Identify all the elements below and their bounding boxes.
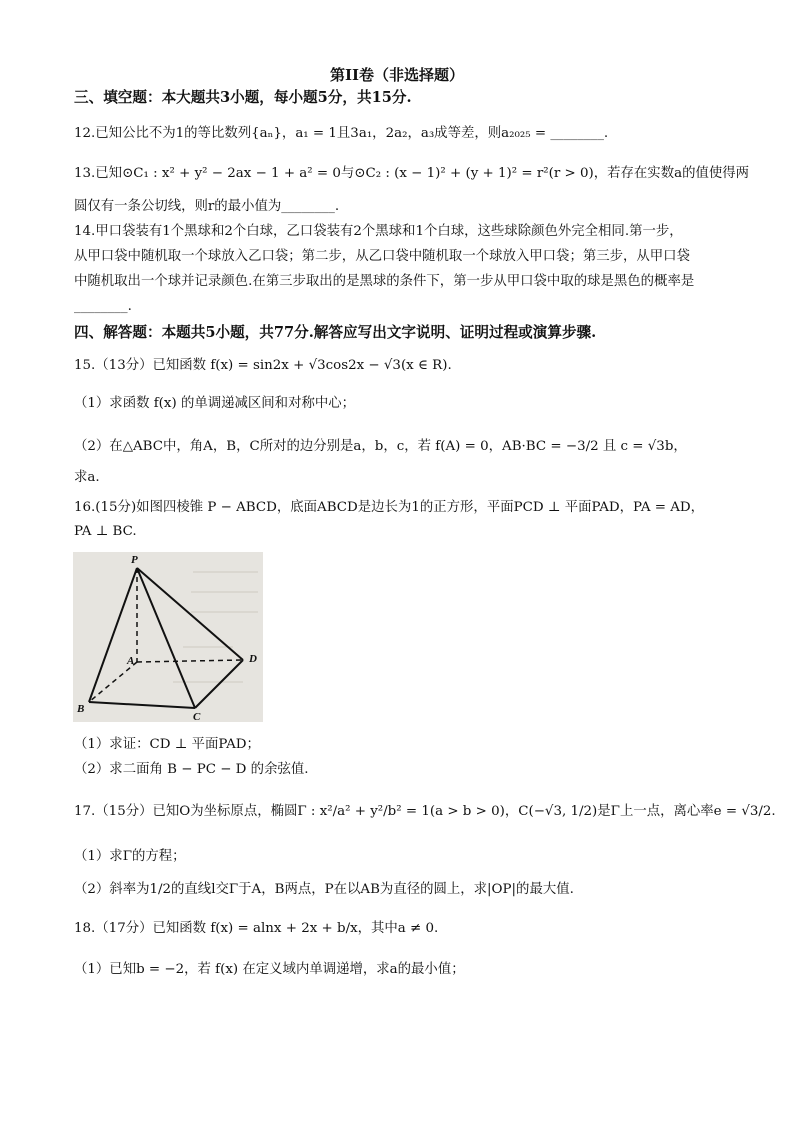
vertex-label-a: A: [127, 655, 135, 667]
question-16-part-2: （2）求二面角 B − PC − D 的余弦值.: [74, 762, 309, 777]
question-13-line-1: 13.已知⊙C₁ : x² + y² − 2ax − 1 + a² = 0与⊙C₂ : (x − 1)² + (y + 1)² = r²(r > 0)，若存在实数a的值使得两: [74, 166, 750, 181]
question-17-part-1: （1）求Γ的方程；: [74, 849, 186, 864]
question-14-line-3: 中随机取出一个球并记录颜色.在第三步取出的是黑球的条件下，第一步从甲口袋中取的球是黑色的概率是: [74, 274, 695, 289]
section-3-heading: 三、填空题：本大题共3小题，每小题5分，共15分.: [74, 89, 412, 106]
vertex-label-b: B: [77, 703, 85, 715]
pyramid-figure: [73, 552, 263, 722]
page-title: 第II卷（非选择题）: [329, 66, 465, 84]
question-14-line-2: 从甲口袋中随机取一个球放入乙口袋；第二步，从乙口袋中随机取一个球放入甲口袋；第三步，从甲口袋: [74, 249, 690, 264]
vertex-label-p: P: [131, 554, 138, 566]
question-17-part-2: （2）斜率为1/2的直线l交Γ于A，B两点，P在以AB为直径的圆上，求|OP|的最大值.: [74, 882, 574, 897]
question-16-line-2: PA ⊥ BC.: [74, 524, 137, 539]
question-15-part-2: （2）在△ABC中，角A，B，C所对的边分别是a，b，c，若 f(A) = 0，AB·BC = −3/2 且 c = √3b，: [74, 439, 687, 454]
section-4-heading: 四、解答题：本题共5小题，共77分.解答应写出文字说明、证明过程或演算步骤.: [74, 324, 597, 341]
question-16-line-1: 16.(15分)如图四棱锥 P − ABCD，底面ABCD是边长为1的正方形，平面PCD ⊥ 平面PAD，PA = AD，: [74, 500, 705, 515]
pyramid-edges: [89, 568, 243, 708]
question-12: 12.已知公比不为1的等比数列{aₙ}，a₁ = 1且3a₁，2a₂，a₃成等差，则a₂₀₂₅ = ________.: [74, 126, 609, 141]
question-15: 15.（13分）已知函数 f(x) = sin2x + √3cos2x − √3(x ∈ R).: [74, 358, 452, 373]
question-17: 17.（15分）已知O为坐标原点，椭圆Γ : x²/a² + y²/b² = 1(a > b > 0)，C(−√3, 1/2)是Γ上一点，离心率e = √3/2.: [74, 804, 776, 819]
question-14-line-4: ________.: [74, 299, 132, 314]
question-18-part-1: （1）已知b = −2，若 f(x) 在定义域内单调递增，求a的最小值；: [74, 962, 465, 977]
pyramid-diagram: [73, 552, 263, 722]
question-16-part-1: （1）求证：CD ⊥ 平面PAD；: [74, 737, 260, 752]
vertex-label-c: C: [193, 711, 201, 722]
question-13-line-2: 圆仅有一条公切线，则r的最小值为________.: [74, 199, 340, 214]
question-15-part-1: （1）求函数 f(x) 的单调递减区间和对称中心；: [74, 396, 356, 411]
question-18: 18.（17分）已知函数 f(x) = alnx + 2x + b/x，其中a ≠ 0.: [74, 921, 439, 936]
vertex-label-d: D: [249, 653, 257, 665]
question-15-part-2-continued: 求a.: [74, 470, 100, 485]
question-14-line-1: 14.甲口袋装有1个黑球和2个白球，乙口袋装有2个黑球和1个白球，这些球除颜色外完全相同.第一步，: [74, 224, 683, 239]
